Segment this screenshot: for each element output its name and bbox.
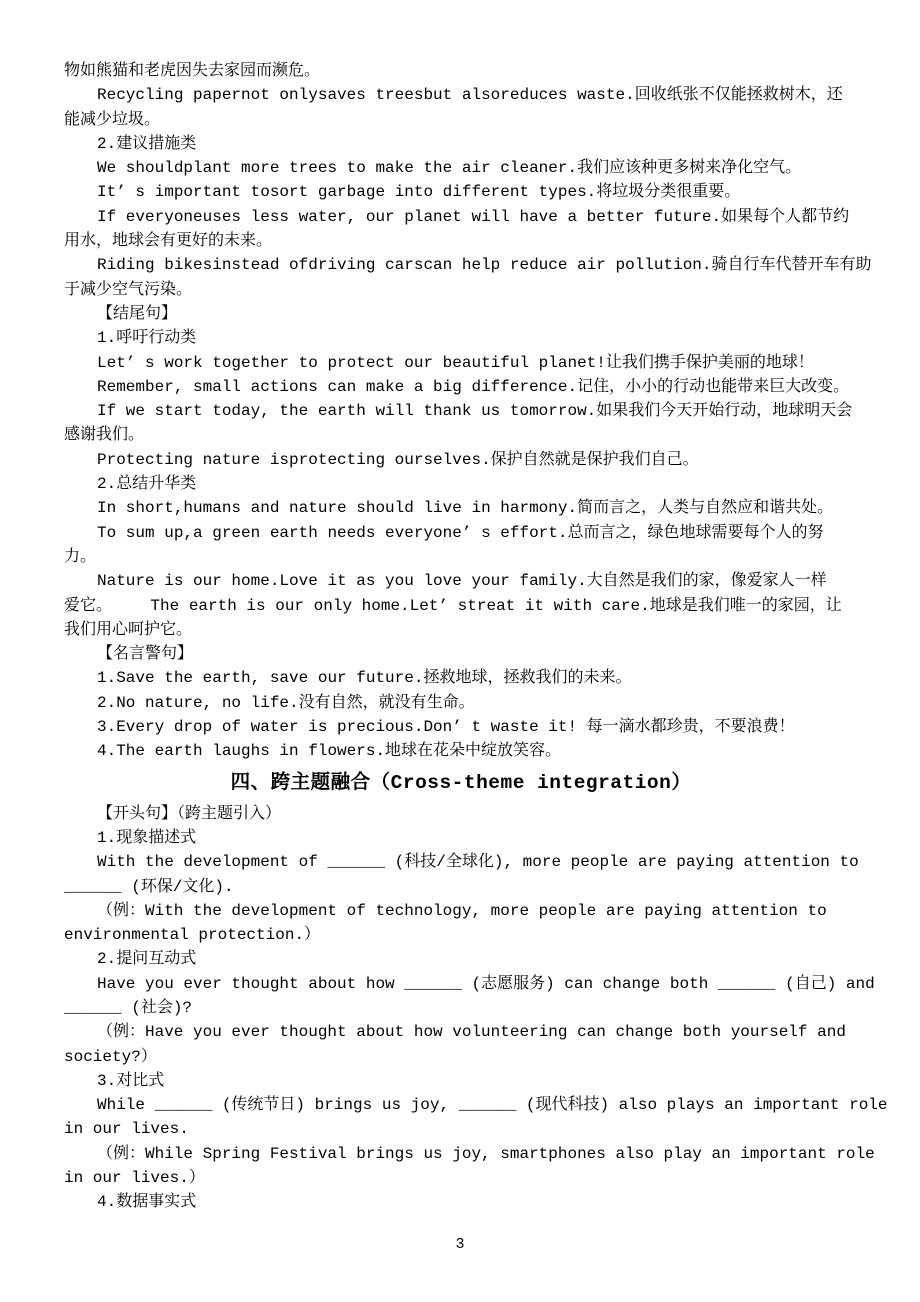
text-line: 3.对比式 <box>97 1071 165 1090</box>
document-lines <box>64 59 888 1215</box>
text-line: 1.Save the earth, save our future.拯救地球，拯救我们的未来。 <box>97 669 632 688</box>
text-line: 【结尾句】 <box>97 304 178 323</box>
text-line: 2.No nature, no life.没有自然，就没有生命。 <box>97 693 475 712</box>
text-line: To sum up,a green earth needs everyone’ s effort.总而言之，绿色地球需要每个人的努 <box>97 523 824 542</box>
text-line: 于减少空气污染。 <box>64 280 193 299</box>
section-heading: 四、跨主题融合（Cross-theme integration） <box>230 771 692 794</box>
text-line: 2.总结升华类 <box>97 475 197 494</box>
text-line: 【开头句】（跨主题引入） <box>97 804 282 823</box>
text-line: 爱它。 The earth is our only home.Let’ streat it with care.地球是我们唯一的家园，让 <box>64 596 842 615</box>
text-line: Have you ever thought about how ______ (志愿服务) can change both ______ (自己) and <box>97 974 875 993</box>
text-line: 1.呼吁行动类 <box>97 329 197 348</box>
text-line: 感谢我们。 <box>64 426 145 445</box>
text-line: （例：Have you ever thought about how volunteering can change both yourself and <box>97 1023 846 1042</box>
text-line: ______ (环保/文化). <box>64 877 234 896</box>
text-line: 4.数据事实式 <box>97 1193 197 1212</box>
text-line: 力。 <box>64 547 97 566</box>
text-line: While ______ (传统节日) brings us joy, ______ (现代科技) also plays an important role <box>97 1096 888 1115</box>
text-line: in our lives. <box>64 1120 189 1139</box>
text-line: Let’ s work together to protect our beautiful planet!让我们携手保护美丽的地球！ <box>97 353 814 372</box>
text-line: With the development of ______ (科技/全球化), more people are paying attention to <box>97 853 859 872</box>
text-line: 4.The earth laughs in flowers.地球在花朵中绽放笑容。 <box>97 742 562 761</box>
text-line: （例：With the development of technology, more people are paying attention to <box>97 901 827 920</box>
text-line: 物如熊猫和老虎因失去家园而濒危。 <box>64 62 321 80</box>
text-line: We shouldplant more trees to make the air cleaner.我们应该种更多树来净化空气。 <box>97 159 802 178</box>
text-line: If we start today, the earth will thank us tomorrow.如果我们今天开始行动，地球明天会 <box>97 402 853 421</box>
text-line: 1.现象描述式 <box>97 828 197 847</box>
text-line: Protecting nature isprotecting ourselves.保护自然就是保护我们自己。 <box>97 450 699 469</box>
text-line: If everyoneuses less water, our planet will have a better future.如果每个人都节约 <box>97 207 850 226</box>
text-line: Recycling papernot onlysaves treesbut alsoreduces waste.回收纸张不仅能拯救树木，还 <box>97 86 843 105</box>
text-line: Riding bikesinstead ofdriving carscan help reduce air pollution.骑自行车代替开车有助 <box>97 256 872 275</box>
text-line: 2.提问互动式 <box>97 950 197 969</box>
text-line: It’ s important tosort garbage into different types.将垃圾分类很重要。 <box>97 183 741 202</box>
text-line: Remember, small actions can make a big difference.记住，小小的行动也能带来巨大改变。 <box>97 377 850 396</box>
text-line: 用水，地球会有更好的未来。 <box>64 232 273 251</box>
text-line: ______ (社会)? <box>64 998 193 1017</box>
page-number: 3 <box>455 1236 465 1253</box>
text-line: society?） <box>64 1047 157 1066</box>
text-line: Nature is our home.Love it as you love your family.大自然是我们的家，像爱家人一样 <box>97 572 827 591</box>
text-line: （例：While Spring Festival brings us joy, smartphones also play an important role <box>97 1144 875 1163</box>
text-line: In short,humans and nature should live in harmony.简而言之，人类与自然应和谐共处。 <box>97 499 834 518</box>
text-line: in our lives.） <box>64 1169 205 1188</box>
text-line: 【名言警句】 <box>97 645 194 664</box>
text-line: environmental protection.） <box>64 926 321 945</box>
text-line: 能减少垃圾。 <box>64 110 161 129</box>
text-line: 3.Every drop of water is precious.Don’ t waste it! 每一滴水都珍贵，不要浪费！ <box>97 718 795 737</box>
text-line: 我们用心呵护它。 <box>64 620 193 639</box>
text-line: 2.建议措施类 <box>97 134 197 153</box>
